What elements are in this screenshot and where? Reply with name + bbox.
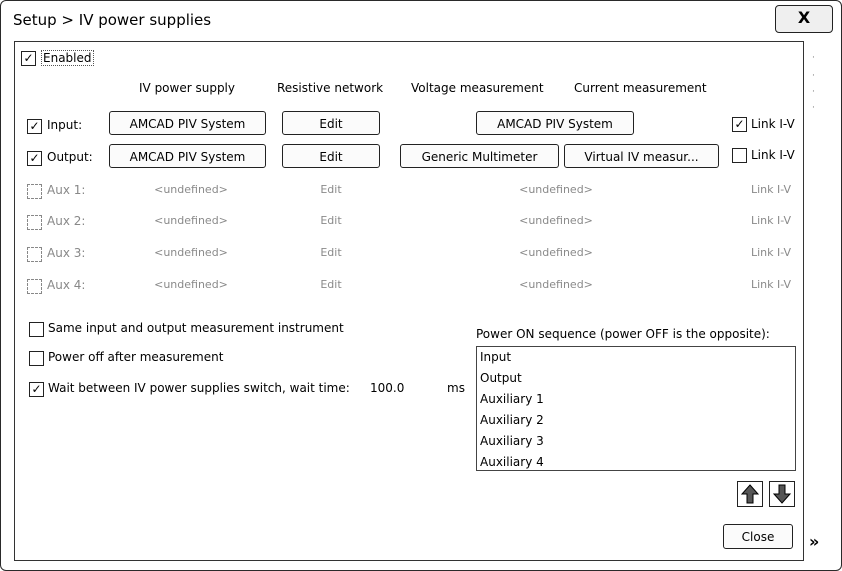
- output-resistive-edit-button[interactable]: Edit: [282, 144, 380, 168]
- enabled-checkbox[interactable]: ✓: [21, 51, 36, 66]
- aux3-iv-supply: <undefined>: [154, 246, 228, 259]
- sequence-item[interactable]: Input: [480, 350, 512, 364]
- same-instrument-label: Same input and output measurement instrument: [48, 321, 344, 335]
- aux2-iv-supply: <undefined>: [154, 214, 228, 227]
- header-resistive-network: Resistive network: [277, 81, 384, 95]
- enabled-label: Enabled: [43, 51, 92, 65]
- header-current-measurement: Current measurement: [574, 81, 707, 95]
- sequence-title: Power ON sequence (power OFF is the opposite):: [476, 327, 770, 341]
- output-current-measurement-button[interactable]: Virtual IV measur...: [564, 144, 719, 168]
- close-button[interactable]: Close: [723, 524, 793, 549]
- aux4-label: Aux 4:: [47, 278, 86, 292]
- wait-time-input[interactable]: 100.0: [370, 381, 405, 395]
- sequence-list[interactable]: [476, 346, 796, 471]
- output-iv-supply-button[interactable]: AMCAD PIV System: [109, 144, 266, 168]
- wait-label: Wait between IV power supplies switch, wait time:: [48, 381, 350, 395]
- aux2-label: Aux 2:: [47, 214, 86, 228]
- same-instrument-checkbox[interactable]: [29, 322, 44, 337]
- aux1-resistive-edit: Edit: [320, 183, 342, 196]
- aux1-checkbox[interactable]: [27, 184, 42, 199]
- sequence-item[interactable]: Auxiliary 1: [480, 392, 544, 406]
- output-checkbox[interactable]: ✓: [27, 151, 42, 166]
- aux2-measurement: <undefined>: [519, 214, 593, 227]
- aux4-link-iv: Link I-V: [750, 278, 792, 291]
- aux1-label: Aux 1:: [47, 183, 86, 197]
- aux4-checkbox[interactable]: [27, 279, 42, 294]
- aux3-measurement: <undefined>: [519, 246, 593, 259]
- wait-time-unit: ms: [447, 381, 465, 395]
- wait-checkbox[interactable]: ✓: [29, 382, 44, 397]
- up-arrow-icon: [738, 482, 762, 506]
- aux4-iv-supply: <undefined>: [154, 278, 228, 291]
- input-measurement-button[interactable]: AMCAD PIV System: [476, 111, 634, 135]
- output-label: Output:: [47, 150, 93, 164]
- aux2-checkbox[interactable]: [27, 215, 42, 230]
- input-link-iv-label: Link I-V: [751, 117, 795, 131]
- input-checkbox[interactable]: ✓: [27, 119, 42, 134]
- input-resistive-edit-button[interactable]: Edit: [282, 111, 380, 135]
- down-arrow-icon: [770, 482, 794, 506]
- expand-icon[interactable]: »: [809, 532, 820, 551]
- aux3-link-iv: Link I-V: [750, 246, 792, 259]
- power-off-label: Power off after measurement: [48, 350, 224, 364]
- input-iv-supply-button[interactable]: AMCAD PIV System: [109, 111, 266, 135]
- aux3-resistive-edit: Edit: [320, 246, 342, 259]
- move-down-button[interactable]: [769, 481, 795, 507]
- window-close-button[interactable]: X: [775, 5, 833, 33]
- output-link-iv-checkbox[interactable]: [732, 148, 747, 163]
- aux3-checkbox[interactable]: [27, 247, 42, 262]
- power-off-checkbox[interactable]: [29, 351, 44, 366]
- aux1-measurement: <undefined>: [519, 183, 593, 196]
- scroll-mark-icon: ·: [812, 103, 815, 113]
- aux1-iv-supply: <undefined>: [154, 183, 228, 196]
- scroll-mark-icon: ·: [812, 71, 815, 81]
- move-up-button[interactable]: [737, 481, 763, 507]
- scroll-mark-icon: ·: [812, 87, 815, 97]
- aux3-label: Aux 3:: [47, 246, 86, 260]
- vertical-scrollbar[interactable]: [805, 41, 827, 561]
- aux4-resistive-edit: Edit: [320, 278, 342, 291]
- aux2-resistive-edit: Edit: [320, 214, 342, 227]
- window-title: Setup > IV power supplies: [13, 11, 212, 29]
- header-iv-power-supply: IV power supply: [139, 81, 235, 95]
- aux4-measurement: <undefined>: [519, 278, 593, 291]
- output-link-iv-label: Link I-V: [751, 148, 795, 162]
- aux2-link-iv: Link I-V: [750, 214, 792, 227]
- scroll-mark-icon: ·: [812, 53, 815, 63]
- sequence-item[interactable]: Auxiliary 2: [480, 413, 544, 427]
- output-voltage-measurement-button[interactable]: Generic Multimeter: [400, 144, 559, 168]
- sequence-item[interactable]: Output: [480, 371, 522, 385]
- sequence-item[interactable]: Auxiliary 4: [480, 455, 544, 469]
- input-link-iv-checkbox[interactable]: ✓: [732, 117, 747, 132]
- input-label: Input:: [47, 118, 83, 132]
- header-voltage-measurement: Voltage measurement: [411, 81, 544, 95]
- sequence-item[interactable]: Auxiliary 3: [480, 434, 544, 448]
- aux1-link-iv: Link I-V: [750, 183, 792, 196]
